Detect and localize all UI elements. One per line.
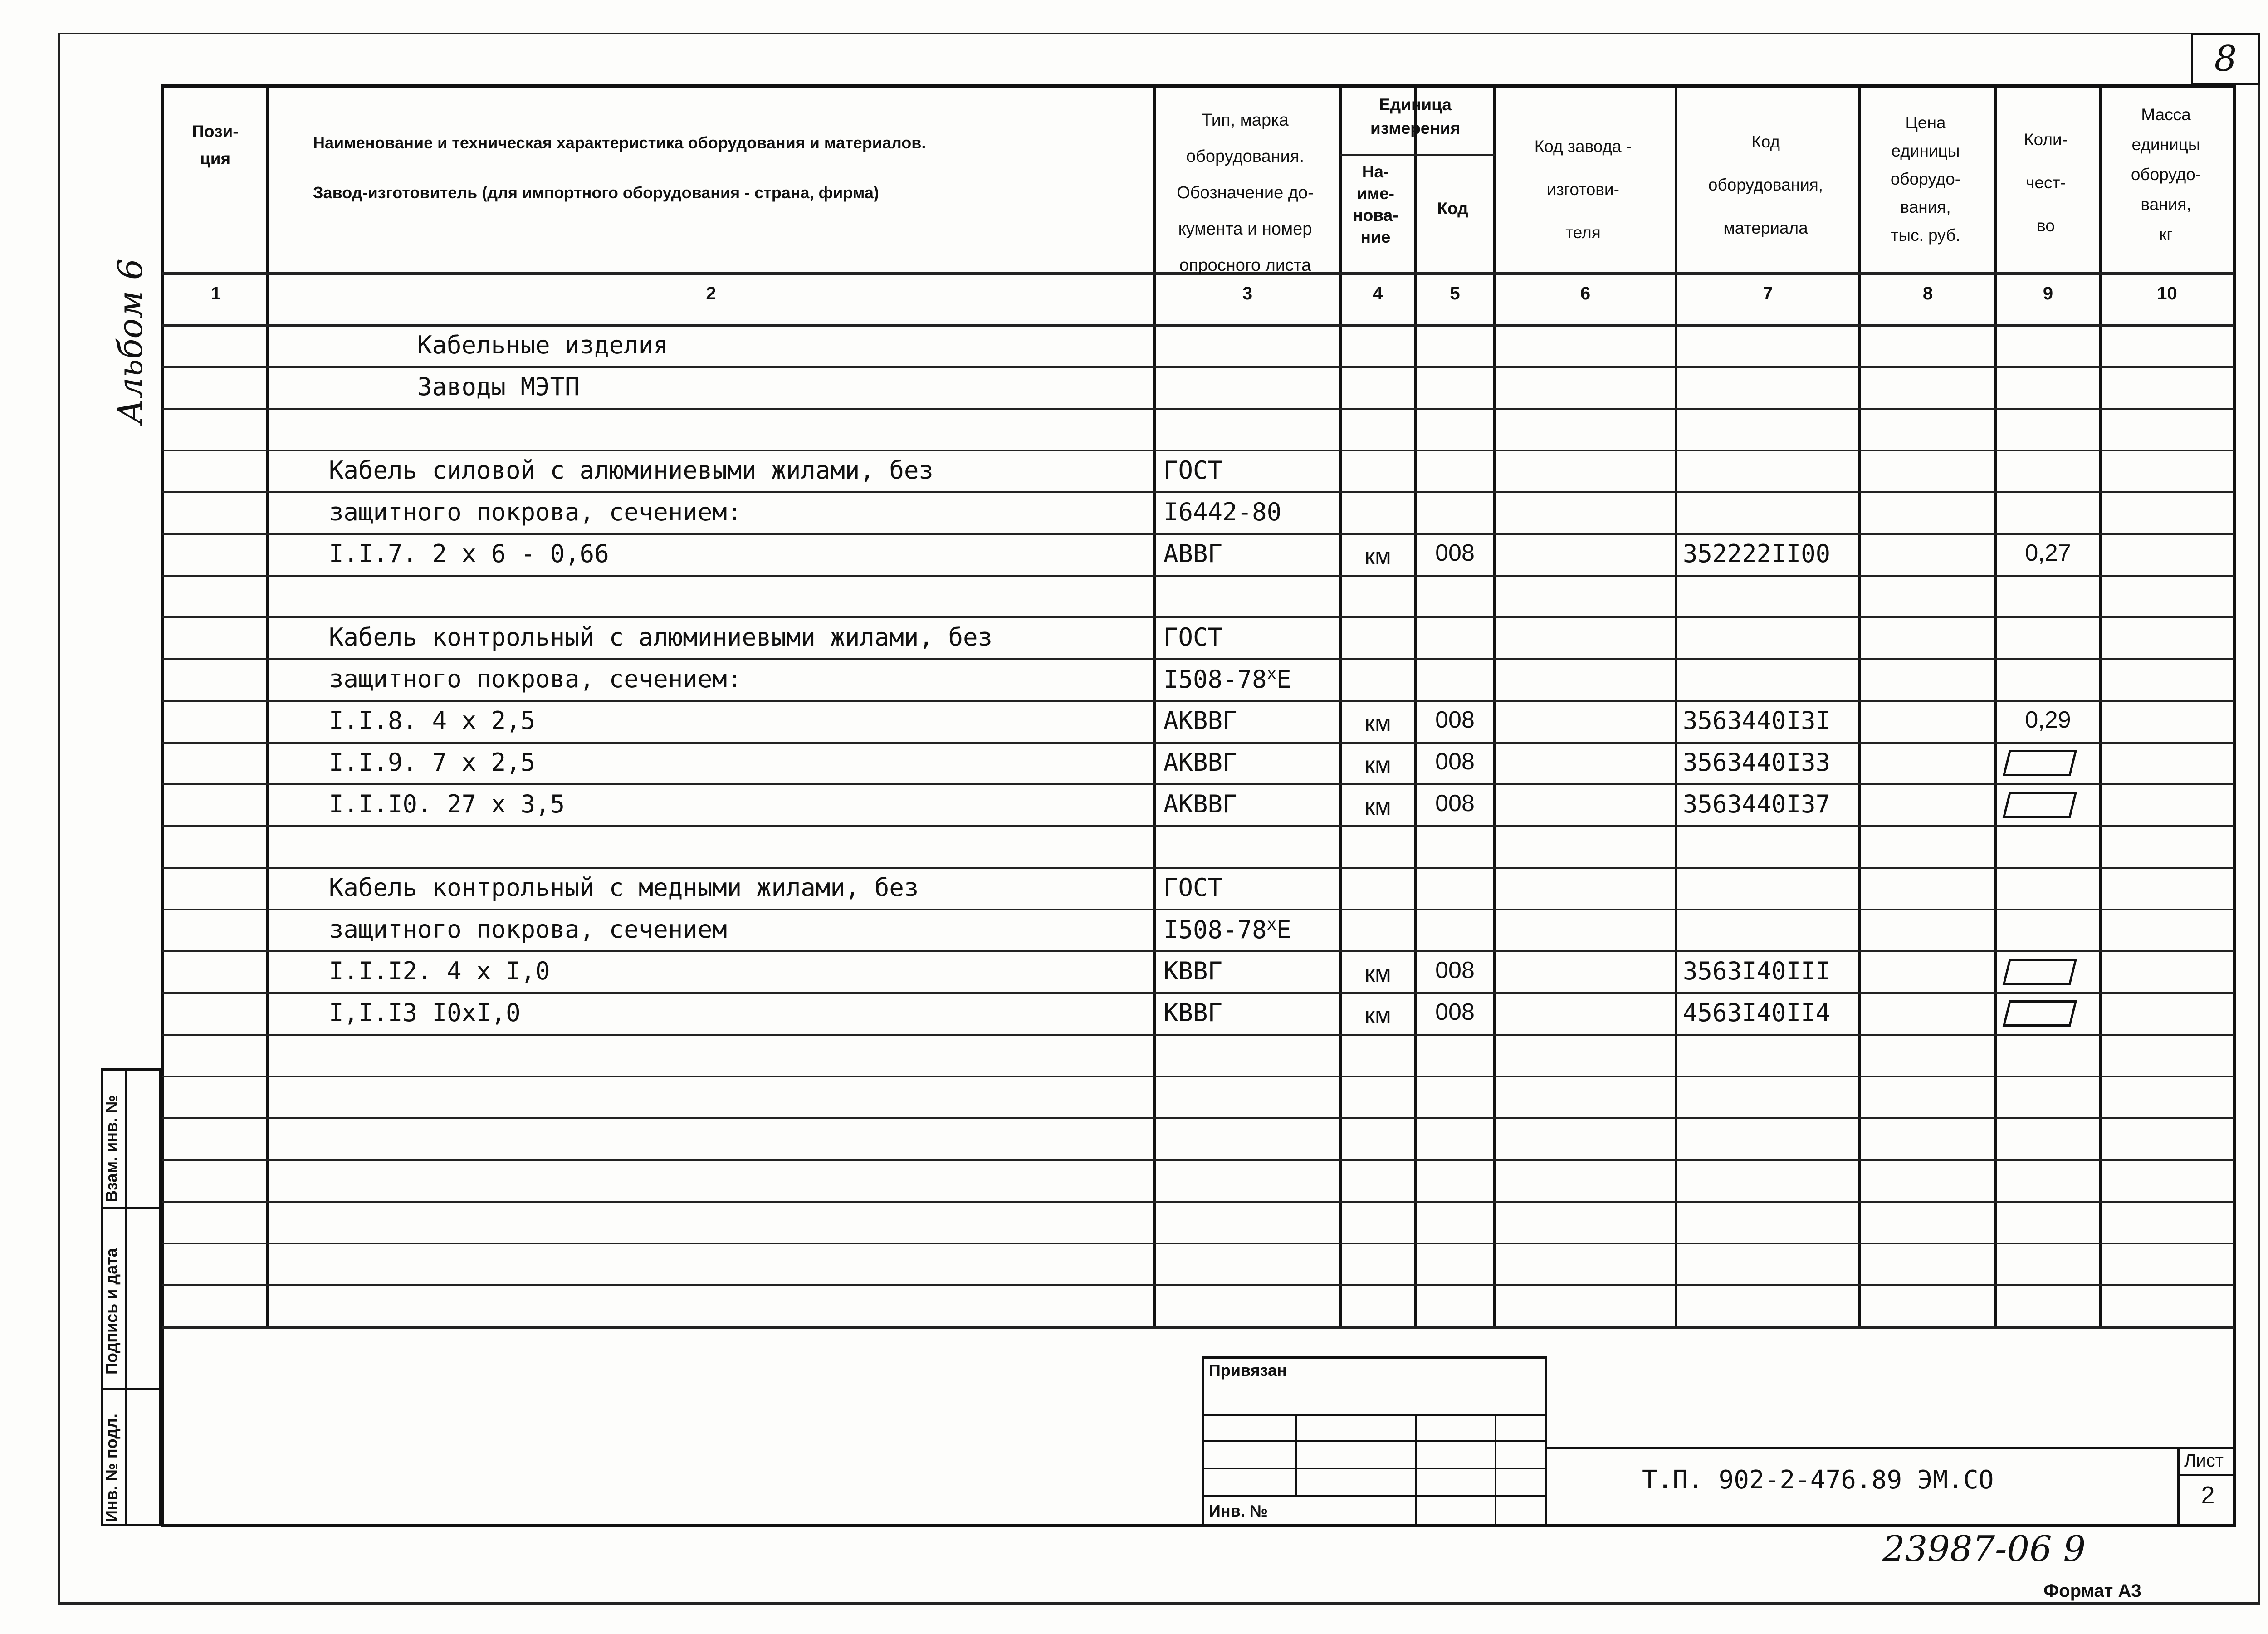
row-name: I.I.8. 4 х 2,5 bbox=[329, 706, 536, 735]
row-line bbox=[162, 1284, 2234, 1286]
row-unit-code: 008 bbox=[1435, 999, 1475, 1025]
row-material-code: 3563440I33 bbox=[1683, 748, 1831, 777]
row-line bbox=[162, 825, 2234, 827]
quantity-blank-box bbox=[2003, 792, 2077, 818]
header-unit-code: Код bbox=[1437, 199, 1468, 218]
stamp-divider bbox=[101, 1388, 161, 1390]
row-line bbox=[162, 1326, 2234, 1329]
row-line bbox=[162, 1034, 2234, 1036]
row-unit: км bbox=[1364, 1003, 1391, 1029]
row-name: Кабель контрольный с медными жилами, без bbox=[329, 873, 919, 902]
header-price: Цена единицы оборудо- вания, тыс. руб. bbox=[1890, 113, 1961, 245]
format-label: Формат А3 bbox=[2043, 1581, 2141, 1601]
column-number: 10 bbox=[2157, 284, 2177, 303]
row-unit-code: 008 bbox=[1435, 749, 1475, 775]
row-line bbox=[162, 783, 2234, 785]
row-quantity: 0,29 bbox=[2025, 707, 2071, 733]
binding-col-line bbox=[1295, 1414, 1297, 1496]
row-material-code: 4563I40II4 bbox=[1683, 998, 1831, 1027]
row-type: I508-78$^x$E bbox=[1163, 665, 1291, 694]
column-number: 4 bbox=[1373, 284, 1383, 303]
sheet-label: Лист bbox=[2184, 1451, 2224, 1471]
row-name: защитного покрова, сечением: bbox=[329, 498, 742, 526]
column-number: 5 bbox=[1450, 284, 1460, 303]
binding-label: Привязан bbox=[1209, 1361, 1287, 1380]
row-quantity: 0,27 bbox=[2025, 540, 2071, 566]
row-line bbox=[162, 450, 2234, 451]
row-material-code: 3563I40III bbox=[1683, 957, 1831, 985]
row-unit: км bbox=[1364, 961, 1391, 987]
column-number: 1 bbox=[210, 284, 221, 303]
row-name: I.I.I2. 4 х I,0 bbox=[329, 957, 550, 985]
sheet-box-line bbox=[2177, 1474, 2236, 1476]
column-number: 7 bbox=[1763, 284, 1773, 303]
row-line bbox=[162, 408, 2234, 410]
document-designation: Т.П. 902-2-476.89 ЭМ.СО bbox=[1642, 1465, 1994, 1495]
column-number: 9 bbox=[2043, 284, 2053, 303]
column-number: 6 bbox=[1580, 284, 1591, 303]
header-material-code: Код оборудования, материала bbox=[1708, 132, 1823, 237]
row-line bbox=[162, 909, 2234, 910]
stamp-divider bbox=[101, 1207, 161, 1209]
row-unit-code: 008 bbox=[1435, 790, 1475, 817]
row-name: Кабель контрольный с алюминиевыми жилами, без bbox=[329, 623, 992, 651]
sheet-value: 2 bbox=[2201, 1482, 2215, 1509]
row-unit: км bbox=[1364, 543, 1391, 570]
row-type: КВВГ bbox=[1163, 998, 1223, 1027]
row-line bbox=[162, 950, 2234, 952]
handwritten-number: 23987-06 9 bbox=[1882, 1529, 2086, 1570]
row-line bbox=[162, 658, 2234, 660]
row-line bbox=[162, 533, 2234, 535]
binding-col-line bbox=[1495, 1414, 1496, 1526]
row-material-code: 352222II00 bbox=[1683, 539, 1831, 568]
row-line bbox=[162, 1159, 2234, 1161]
header-unit-group: Единица измерения bbox=[1370, 95, 1461, 137]
column-number: 3 bbox=[1242, 284, 1253, 303]
header-position: Пози- ция bbox=[192, 122, 239, 168]
row-line bbox=[162, 1201, 2234, 1203]
row-unit: км bbox=[1364, 794, 1391, 820]
header-plant-code: Код завода - изготови- теля bbox=[1534, 137, 1632, 242]
row-line bbox=[162, 992, 2234, 994]
header-mass: Масса единицы оборудо- вания, кг bbox=[2131, 105, 2201, 244]
quantity-blank-box bbox=[2003, 750, 2077, 776]
column-number: 2 bbox=[706, 284, 716, 303]
row-line bbox=[162, 491, 2234, 493]
row-type: АКВВГ bbox=[1163, 748, 1237, 777]
stamp-label-signature: Подпись и дата bbox=[102, 1248, 121, 1375]
album-label: Альбом 6 bbox=[111, 258, 150, 424]
row-type: АКВВГ bbox=[1163, 790, 1237, 818]
row-line bbox=[162, 616, 2234, 618]
row-line bbox=[162, 1076, 2234, 1077]
row-name: I.I.I0. 27 х 3,5 bbox=[329, 790, 565, 818]
header-name: Наименование и техническая характеристика оборудования и материалов. Завод-изготовитель (для импортного оборудования - страна, фирма) bbox=[313, 133, 926, 202]
row-line bbox=[162, 700, 2234, 702]
row-name: I,I.I3 I0хI,0 bbox=[329, 998, 521, 1027]
row-unit: км bbox=[1364, 752, 1391, 778]
row-line bbox=[162, 575, 2234, 577]
stamp-label-replacement: Взам. инв. № bbox=[102, 1095, 121, 1202]
binding-inv-label: Инв. № bbox=[1209, 1502, 1268, 1520]
row-line bbox=[162, 1117, 2234, 1119]
row-type: ГОСТ bbox=[1163, 873, 1223, 902]
header-unit-name: На- име- нова- ние bbox=[1353, 162, 1398, 246]
quantity-blank-box bbox=[2003, 1000, 2077, 1027]
row-name: защитного покрова, сечением bbox=[329, 915, 727, 944]
row-line bbox=[162, 366, 2234, 368]
row-name: Кабельные изделия bbox=[417, 331, 668, 359]
row-type: I6442-80 bbox=[1163, 498, 1282, 526]
designation-top-line bbox=[1547, 1447, 2236, 1449]
row-type: ГОСТ bbox=[1163, 623, 1223, 651]
row-unit-code: 008 bbox=[1435, 540, 1475, 566]
row-line bbox=[162, 867, 2234, 869]
header-quantity: Коли- чест- во bbox=[2024, 130, 2068, 235]
column-number: 8 bbox=[1922, 284, 1933, 303]
number-row-line bbox=[162, 324, 2234, 327]
binding-col-line bbox=[1415, 1414, 1417, 1526]
row-unit-code: 008 bbox=[1435, 707, 1475, 733]
row-type: КВВГ bbox=[1163, 957, 1223, 985]
row-type: АВВГ bbox=[1163, 539, 1223, 568]
row-type: I508-78$^x$E bbox=[1163, 915, 1291, 944]
row-name: защитного покрова, сечением: bbox=[329, 665, 742, 693]
row-material-code: 3563440I37 bbox=[1683, 790, 1831, 818]
stamp-divider bbox=[125, 1068, 127, 1526]
row-unit-code: 008 bbox=[1435, 957, 1475, 983]
quantity-blank-box bbox=[2003, 959, 2077, 985]
corner-sheet-number: 8 bbox=[2214, 38, 2237, 79]
row-unit: км bbox=[1364, 710, 1391, 737]
row-line bbox=[162, 742, 2234, 744]
row-name: Кабель силовой с алюминиевыми жилами, без bbox=[329, 456, 934, 484]
row-type: АКВВГ bbox=[1163, 706, 1237, 735]
row-name: Заводы МЭТП bbox=[417, 372, 580, 401]
row-line bbox=[162, 1243, 2234, 1244]
row-type: ГОСТ bbox=[1163, 456, 1223, 484]
unit-group-line bbox=[1340, 154, 1495, 156]
header-type: Тип, марка оборудования. Обозначение до- кумента и номер опросного листа bbox=[1177, 111, 1314, 275]
row-name: I.I.9. 7 х 2,5 bbox=[329, 748, 536, 777]
row-material-code: 3563440I3I bbox=[1683, 706, 1831, 735]
stamp-label-original-inv: Инв. № подл. bbox=[102, 1414, 121, 1522]
row-name: I.I.7. 2 х 6 - 0,66 bbox=[329, 539, 609, 568]
